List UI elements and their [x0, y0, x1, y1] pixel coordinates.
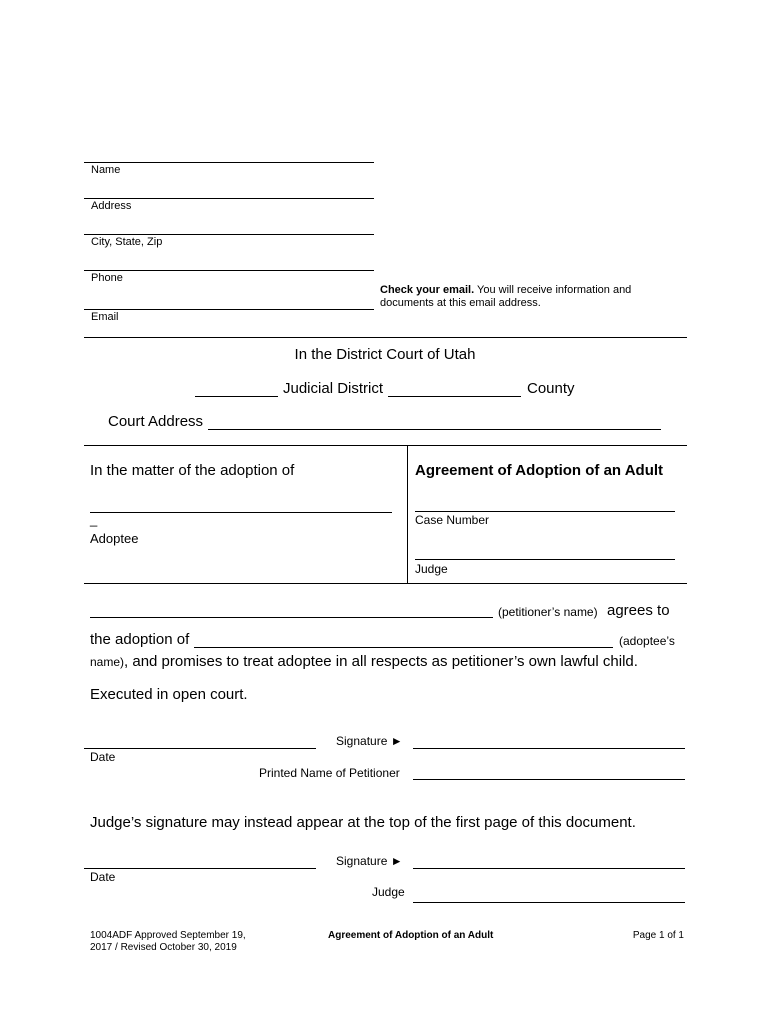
executed-text: Executed in open court.	[90, 686, 248, 703]
judge-name-line[interactable]	[415, 559, 675, 560]
adoptee-label: Adoptee	[90, 531, 139, 546]
case-number-label: Case Number	[415, 513, 490, 527]
adoptee-dash: _	[90, 512, 98, 527]
city-state-zip-label: City, State, Zip	[91, 236, 163, 248]
promise-line	[90, 653, 638, 670]
petitioner-name-field[interactable]	[90, 603, 493, 618]
judicial-district-label: Judicial District	[283, 380, 384, 397]
county-label: County	[527, 380, 575, 397]
printed-name-label: Printed Name of Petitioner	[259, 766, 400, 780]
date-label-1: Date	[90, 750, 116, 764]
email-line[interactable]	[84, 309, 374, 310]
petitioner-name-hint: (petitioner’s name)	[498, 605, 598, 619]
signature-label-1: Signature ►	[336, 734, 403, 748]
email-label: Email	[91, 311, 119, 323]
adoptee-name-line[interactable]	[90, 512, 392, 513]
signature-label-2: Signature ►	[336, 854, 403, 868]
court-title: In the District Court of Utah	[294, 346, 476, 363]
name-line[interactable]	[84, 162, 374, 163]
district-number-field[interactable]	[195, 382, 278, 397]
city-state-zip-line[interactable]	[84, 234, 374, 235]
phone-label: Phone	[91, 272, 123, 284]
caption-top-border	[84, 445, 687, 446]
address-line[interactable]	[84, 198, 374, 199]
judge-sign-label: Judge	[372, 885, 405, 899]
phone-line[interactable]	[84, 270, 374, 271]
email-notice	[380, 284, 665, 310]
county-field[interactable]	[388, 382, 521, 397]
name-label: Name	[91, 164, 121, 176]
address-label: Address	[91, 200, 132, 212]
court-address-field[interactable]	[208, 415, 661, 430]
case-number-line[interactable]	[415, 511, 675, 512]
date-label-2: Date	[90, 870, 116, 884]
document-title: Agreement of Adoption of an Adult	[415, 462, 664, 479]
footer-form-info	[90, 930, 246, 954]
judge-label: Judge	[415, 562, 448, 576]
name-hint: name)	[90, 655, 125, 669]
email-notice-text: You will receive information and documents at this email address.	[380, 284, 632, 309]
court-address-label: Court Address	[108, 413, 204, 430]
footer-page-number: Page 1 of 1	[632, 930, 684, 941]
date-line-2[interactable]	[84, 868, 316, 869]
date-line-1[interactable]	[84, 748, 316, 749]
judge-printed-line[interactable]	[413, 902, 685, 903]
matter-label: In the matter of the adoption of	[90, 462, 295, 479]
printed-name-line[interactable]	[413, 779, 685, 780]
footer-form-line-1: 1004ADF Approved September 19,	[90, 930, 246, 941]
judge-note: Judge’s signature may instead appear at the top of the first page of this document.	[90, 814, 636, 831]
promise-text: , and promises to treat adoptee in all respects as petitioner’s own lawful child.	[124, 653, 638, 670]
adoptee-hint: (adoptee’s	[619, 634, 675, 648]
email-notice-bold: Check your email.	[380, 284, 475, 296]
caption-bottom-border	[84, 583, 687, 584]
header-divider	[84, 337, 687, 338]
adoptee-name-field[interactable]	[194, 633, 613, 648]
agrees-to-text: agrees to	[607, 602, 670, 619]
judge-signature-line[interactable]	[413, 868, 685, 869]
petitioner-signature-line[interactable]	[413, 748, 685, 749]
footer-title: Agreement of Adoption of an Adult	[328, 930, 494, 941]
footer-form-line-2: 2017 / Revised October 30, 2019	[90, 942, 237, 953]
adoption-of-text: the adoption of	[90, 631, 190, 648]
caption-divider	[407, 445, 408, 583]
